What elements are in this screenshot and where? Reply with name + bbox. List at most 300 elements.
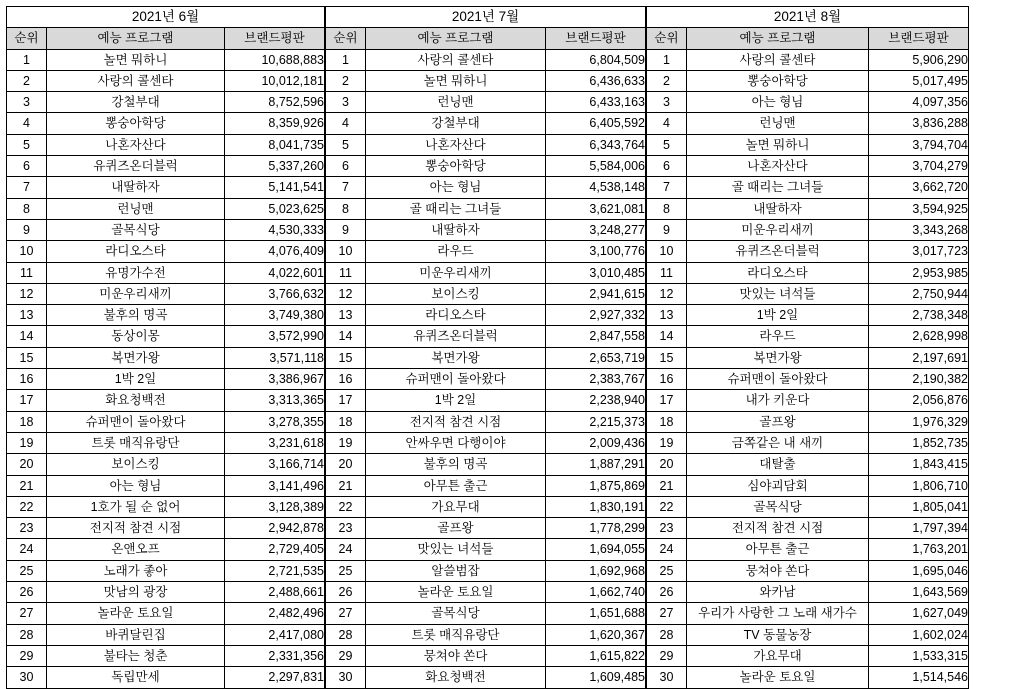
table-row xyxy=(7,92,325,113)
program-cell: 내가 키운다 xyxy=(687,390,869,411)
table-row xyxy=(326,432,646,453)
rank-cell: 6 xyxy=(326,156,366,177)
program-cell: 골 때리는 그녀들 xyxy=(687,177,869,198)
rank-cell: 18 xyxy=(647,411,687,432)
rank-cell: 25 xyxy=(647,560,687,581)
rank-cell: 20 xyxy=(7,454,47,475)
rank-cell: 9 xyxy=(7,219,47,240)
value-cell: 2,383,767 xyxy=(546,369,646,390)
table-row xyxy=(326,518,646,539)
table-row xyxy=(647,667,969,688)
rank-cell: 4 xyxy=(326,113,366,134)
table-row xyxy=(326,369,646,390)
rank-cell: 8 xyxy=(647,198,687,219)
table-row xyxy=(7,411,325,432)
program-cell: 맛있는 녀석들 xyxy=(687,283,869,304)
table-row xyxy=(647,241,969,262)
table-row xyxy=(647,113,969,134)
rank-cell: 7 xyxy=(326,177,366,198)
value-cell: 3,343,268 xyxy=(869,219,969,240)
table-row xyxy=(647,134,969,155)
rank-cell: 12 xyxy=(326,283,366,304)
table-row xyxy=(7,113,325,134)
value-cell: 1,806,710 xyxy=(869,475,969,496)
value-cell: 2,197,691 xyxy=(869,347,969,368)
rank-cell: 18 xyxy=(7,411,47,432)
value-cell: 6,436,633 xyxy=(546,70,646,91)
value-cell: 2,953,985 xyxy=(869,262,969,283)
program-cell: 내딸하자 xyxy=(47,177,225,198)
value-cell: 3,836,288 xyxy=(869,113,969,134)
header-rank: 순위 xyxy=(7,28,47,49)
program-cell: TV 동물농장 xyxy=(687,624,869,645)
program-cell: 아무튼 출근 xyxy=(687,539,869,560)
program-cell: 놀라운 토요일 xyxy=(366,582,546,603)
program-cell: 복면가왕 xyxy=(47,347,225,368)
value-cell: 1,875,869 xyxy=(546,475,646,496)
rank-cell: 19 xyxy=(7,432,47,453)
rank-cell: 8 xyxy=(326,198,366,219)
rank-cell: 29 xyxy=(647,645,687,666)
program-cell: 유퀴즈온더블럭 xyxy=(687,241,869,262)
value-cell: 3,128,389 xyxy=(225,496,325,517)
program-cell: 골목식당 xyxy=(47,219,225,240)
table-row xyxy=(326,411,646,432)
program-cell: 아는 형님 xyxy=(47,475,225,496)
rank-cell: 10 xyxy=(647,241,687,262)
rank-cell: 19 xyxy=(326,432,366,453)
month-title-row xyxy=(326,7,646,28)
table-row xyxy=(647,92,969,113)
value-cell: 5,017,495 xyxy=(869,70,969,91)
table-row xyxy=(7,624,325,645)
month-title: 2021년 8월 xyxy=(647,7,969,28)
program-cell: 알쓸범잡 xyxy=(366,560,546,581)
table-row xyxy=(7,283,325,304)
header-brand-reputation: 브랜드평판 xyxy=(869,28,969,49)
program-cell: 안싸우면 다행이야 xyxy=(366,432,546,453)
program-cell: 독립만세 xyxy=(47,667,225,688)
value-cell: 4,538,148 xyxy=(546,177,646,198)
table-row xyxy=(7,305,325,326)
value-cell: 1,797,394 xyxy=(869,518,969,539)
rank-cell: 12 xyxy=(647,283,687,304)
value-cell: 1,778,299 xyxy=(546,518,646,539)
value-cell: 3,594,925 xyxy=(869,198,969,219)
value-cell: 5,023,625 xyxy=(225,198,325,219)
rank-cell: 21 xyxy=(647,475,687,496)
value-cell: 1,843,415 xyxy=(869,454,969,475)
header-program: 예능 프로그램 xyxy=(47,28,225,49)
value-cell: 5,141,541 xyxy=(225,177,325,198)
value-cell: 4,097,356 xyxy=(869,92,969,113)
table-row xyxy=(647,198,969,219)
value-cell: 2,331,356 xyxy=(225,645,325,666)
program-cell: 온앤오프 xyxy=(47,539,225,560)
table-row xyxy=(647,560,969,581)
rank-cell: 11 xyxy=(326,262,366,283)
value-cell: 3,100,776 xyxy=(546,241,646,262)
rank-cell: 30 xyxy=(326,667,366,688)
rank-cell: 5 xyxy=(7,134,47,155)
value-cell: 1,830,191 xyxy=(546,496,646,517)
table-row xyxy=(7,198,325,219)
value-cell: 6,343,764 xyxy=(546,134,646,155)
table-row xyxy=(326,454,646,475)
table-row xyxy=(7,432,325,453)
program-cell: 런닝맨 xyxy=(687,113,869,134)
rank-cell: 4 xyxy=(647,113,687,134)
rank-cell: 28 xyxy=(7,624,47,645)
table-row xyxy=(647,475,969,496)
table-row xyxy=(7,347,325,368)
program-cell: 노래가 좋아 xyxy=(47,560,225,581)
rank-cell: 20 xyxy=(647,454,687,475)
value-cell: 5,906,290 xyxy=(869,49,969,70)
program-cell: 골목식당 xyxy=(687,496,869,517)
program-cell: 나혼자산다 xyxy=(687,156,869,177)
table-row xyxy=(7,134,325,155)
rank-cell: 15 xyxy=(7,347,47,368)
value-cell: 2,215,373 xyxy=(546,411,646,432)
table-row xyxy=(647,411,969,432)
table-row xyxy=(7,475,325,496)
rank-cell: 23 xyxy=(7,518,47,539)
program-cell: 1박 2일 xyxy=(47,369,225,390)
rank-cell: 6 xyxy=(7,156,47,177)
rank-cell: 8 xyxy=(7,198,47,219)
value-cell: 6,405,592 xyxy=(546,113,646,134)
program-cell: 보이스킹 xyxy=(366,283,546,304)
rank-cell: 5 xyxy=(647,134,687,155)
ranking-table-july xyxy=(325,6,646,689)
program-cell: 1박 2일 xyxy=(366,390,546,411)
rank-cell: 13 xyxy=(647,305,687,326)
header-brand-reputation: 브랜드평판 xyxy=(546,28,646,49)
program-cell: 런닝맨 xyxy=(366,92,546,113)
rank-cell: 14 xyxy=(7,326,47,347)
column-header-row xyxy=(647,28,969,49)
value-cell: 2,488,661 xyxy=(225,582,325,603)
rank-cell: 13 xyxy=(326,305,366,326)
value-cell: 1,651,688 xyxy=(546,603,646,624)
table-row xyxy=(326,283,646,304)
table-row xyxy=(647,305,969,326)
table-row xyxy=(647,347,969,368)
column-header-row xyxy=(7,28,325,49)
rank-cell: 1 xyxy=(326,49,366,70)
rank-cell: 7 xyxy=(7,177,47,198)
program-cell: 골 때리는 그녀들 xyxy=(366,198,546,219)
rank-cell: 22 xyxy=(7,496,47,517)
program-cell: 내딸하자 xyxy=(687,198,869,219)
table-row xyxy=(326,177,646,198)
rank-cell: 18 xyxy=(326,411,366,432)
table-row xyxy=(647,539,969,560)
table-row xyxy=(7,177,325,198)
program-cell: 1호가 될 순 없어 xyxy=(47,496,225,517)
program-cell: 금쪽같은 내 새끼 xyxy=(687,432,869,453)
program-cell: 놀라운 토요일 xyxy=(47,603,225,624)
program-cell: 불후의 명곡 xyxy=(366,454,546,475)
program-cell: 골프왕 xyxy=(687,411,869,432)
value-cell: 2,941,615 xyxy=(546,283,646,304)
table-row xyxy=(326,390,646,411)
rank-cell: 30 xyxy=(647,667,687,688)
table-row xyxy=(647,454,969,475)
table-row xyxy=(647,283,969,304)
rank-cell: 3 xyxy=(647,92,687,113)
program-cell: 사랑의 콜센타 xyxy=(687,49,869,70)
rank-cell: 28 xyxy=(647,624,687,645)
rank-cell: 27 xyxy=(7,603,47,624)
rank-cell: 20 xyxy=(326,454,366,475)
program-cell: 맛남의 광장 xyxy=(47,582,225,603)
value-cell: 3,017,723 xyxy=(869,241,969,262)
column-header-row xyxy=(326,28,646,49)
rank-cell: 10 xyxy=(326,241,366,262)
program-cell: 라우드 xyxy=(366,241,546,262)
value-cell: 1,852,735 xyxy=(869,432,969,453)
program-cell: 아는 형님 xyxy=(366,177,546,198)
rank-cell: 26 xyxy=(647,582,687,603)
rank-cell: 19 xyxy=(647,432,687,453)
table-row xyxy=(326,624,646,645)
rank-cell: 16 xyxy=(326,369,366,390)
rank-cell: 15 xyxy=(326,347,366,368)
table-row xyxy=(7,219,325,240)
program-cell: 뽕숭아학당 xyxy=(47,113,225,134)
value-cell: 2,750,944 xyxy=(869,283,969,304)
rank-cell: 5 xyxy=(326,134,366,155)
program-cell: 와카남 xyxy=(687,582,869,603)
value-cell: 2,738,348 xyxy=(869,305,969,326)
value-cell: 2,056,876 xyxy=(869,390,969,411)
program-cell: 미운우리새끼 xyxy=(687,219,869,240)
value-cell: 4,076,409 xyxy=(225,241,325,262)
value-cell: 2,009,436 xyxy=(546,432,646,453)
value-cell: 3,166,714 xyxy=(225,454,325,475)
program-cell: 미운우리새끼 xyxy=(47,283,225,304)
table-row xyxy=(647,518,969,539)
table-row xyxy=(326,475,646,496)
header-program: 예능 프로그램 xyxy=(687,28,869,49)
program-cell: 사랑의 콜센타 xyxy=(366,49,546,70)
program-cell: 대탈출 xyxy=(687,454,869,475)
rank-cell: 13 xyxy=(7,305,47,326)
program-cell: 라디오스타 xyxy=(687,262,869,283)
rank-cell: 22 xyxy=(326,496,366,517)
table-row xyxy=(326,496,646,517)
month-title: 2021년 7월 xyxy=(326,7,646,28)
value-cell: 1,533,315 xyxy=(869,645,969,666)
table-row xyxy=(326,49,646,70)
table-row xyxy=(326,156,646,177)
month-title-row xyxy=(7,7,325,28)
table-row xyxy=(647,70,969,91)
value-cell: 1,662,740 xyxy=(546,582,646,603)
value-cell: 8,359,926 xyxy=(225,113,325,134)
rank-cell: 9 xyxy=(326,219,366,240)
program-cell: 아는 형님 xyxy=(687,92,869,113)
ranking-table-august xyxy=(646,6,969,689)
program-cell: 나혼자산다 xyxy=(366,134,546,155)
value-cell: 1,694,055 xyxy=(546,539,646,560)
table-row xyxy=(7,241,325,262)
program-cell: 유명가수전 xyxy=(47,262,225,283)
value-cell: 2,729,405 xyxy=(225,539,325,560)
program-cell: 놀라운 토요일 xyxy=(687,667,869,688)
program-cell: 라우드 xyxy=(687,326,869,347)
program-cell: 유퀴즈온더블럭 xyxy=(47,156,225,177)
program-cell: 슈퍼맨이 돌아왔다 xyxy=(687,369,869,390)
rank-cell: 17 xyxy=(647,390,687,411)
rank-cell: 7 xyxy=(647,177,687,198)
value-cell: 10,688,883 xyxy=(225,49,325,70)
table-row xyxy=(7,582,325,603)
rank-cell: 26 xyxy=(7,582,47,603)
table-row xyxy=(326,560,646,581)
value-cell: 4,022,601 xyxy=(225,262,325,283)
month-title: 2021년 6월 xyxy=(7,7,325,28)
rank-cell: 16 xyxy=(647,369,687,390)
value-cell: 5,584,006 xyxy=(546,156,646,177)
value-cell: 2,190,382 xyxy=(869,369,969,390)
rank-cell: 4 xyxy=(7,113,47,134)
value-cell: 2,297,831 xyxy=(225,667,325,688)
rank-cell: 2 xyxy=(647,70,687,91)
value-cell: 2,238,940 xyxy=(546,390,646,411)
rank-cell: 24 xyxy=(326,539,366,560)
table-row xyxy=(7,560,325,581)
table-row xyxy=(326,241,646,262)
value-cell: 8,752,596 xyxy=(225,92,325,113)
value-cell: 3,621,081 xyxy=(546,198,646,219)
table-row xyxy=(7,667,325,688)
header-rank: 순위 xyxy=(326,28,366,49)
program-cell: 놀면 뭐하니 xyxy=(366,70,546,91)
table-row xyxy=(7,326,325,347)
rank-cell: 15 xyxy=(647,347,687,368)
value-cell: 3,572,990 xyxy=(225,326,325,347)
rank-cell: 29 xyxy=(7,645,47,666)
rank-cell: 10 xyxy=(7,241,47,262)
program-cell: 트롯 매직유랑단 xyxy=(47,432,225,453)
table-row xyxy=(647,645,969,666)
value-cell: 2,628,998 xyxy=(869,326,969,347)
table-row xyxy=(7,518,325,539)
table-row xyxy=(7,603,325,624)
value-cell: 3,278,355 xyxy=(225,411,325,432)
rank-cell: 21 xyxy=(7,475,47,496)
table-row xyxy=(647,177,969,198)
program-cell: 불후의 명곡 xyxy=(47,305,225,326)
value-cell: 1,976,329 xyxy=(869,411,969,432)
rank-cell: 2 xyxy=(326,70,366,91)
program-cell: 우리가 사랑한 그 노래 새가수 xyxy=(687,603,869,624)
table-row xyxy=(326,582,646,603)
rank-cell: 27 xyxy=(326,603,366,624)
program-cell: 전지적 참견 시점 xyxy=(687,518,869,539)
table-row xyxy=(647,390,969,411)
rank-cell: 28 xyxy=(326,624,366,645)
table-row xyxy=(7,496,325,517)
value-cell: 3,313,365 xyxy=(225,390,325,411)
program-cell: 바퀴달린집 xyxy=(47,624,225,645)
table-row xyxy=(647,603,969,624)
table-row xyxy=(326,134,646,155)
table-row xyxy=(647,219,969,240)
value-cell: 1,514,546 xyxy=(869,667,969,688)
program-cell: 놀면 뭐하니 xyxy=(47,49,225,70)
program-cell: 가요무대 xyxy=(366,496,546,517)
program-cell: 나혼자산다 xyxy=(47,134,225,155)
value-cell: 6,433,163 xyxy=(546,92,646,113)
table-row xyxy=(326,262,646,283)
program-cell: 아무튼 출근 xyxy=(366,475,546,496)
program-cell: 보이스킹 xyxy=(47,454,225,475)
value-cell: 2,942,878 xyxy=(225,518,325,539)
program-cell: 전지적 참견 시점 xyxy=(47,518,225,539)
header-rank: 순위 xyxy=(647,28,687,49)
value-cell: 1,602,024 xyxy=(869,624,969,645)
table-row xyxy=(326,603,646,624)
program-cell: 트롯 매직유랑단 xyxy=(366,624,546,645)
rank-cell: 21 xyxy=(326,475,366,496)
value-cell: 2,482,496 xyxy=(225,603,325,624)
program-cell: 슈퍼맨이 돌아왔다 xyxy=(47,411,225,432)
value-cell: 3,571,118 xyxy=(225,347,325,368)
program-cell: 놀면 뭐하니 xyxy=(687,134,869,155)
value-cell: 4,530,333 xyxy=(225,219,325,240)
program-cell: 내딸하자 xyxy=(366,219,546,240)
table-row xyxy=(7,156,325,177)
table-row xyxy=(7,539,325,560)
table-row xyxy=(647,326,969,347)
program-cell: 불타는 청춘 xyxy=(47,645,225,666)
rank-cell: 1 xyxy=(647,49,687,70)
rank-cell: 1 xyxy=(7,49,47,70)
program-cell: 전지적 참견 시점 xyxy=(366,411,546,432)
month-title-row xyxy=(647,7,969,28)
program-cell: 복면가왕 xyxy=(366,347,546,368)
rank-cell: 3 xyxy=(326,92,366,113)
program-cell: 화요청백전 xyxy=(47,390,225,411)
table-row xyxy=(647,49,969,70)
rank-cell: 25 xyxy=(326,560,366,581)
program-cell: 강철부대 xyxy=(47,92,225,113)
rank-cell: 23 xyxy=(647,518,687,539)
value-cell: 3,794,704 xyxy=(869,134,969,155)
table-row xyxy=(647,582,969,603)
program-cell: 뭉쳐야 쏜다 xyxy=(687,560,869,581)
table-row xyxy=(7,70,325,91)
value-cell: 3,231,618 xyxy=(225,432,325,453)
program-cell: 미운우리새끼 xyxy=(366,262,546,283)
table-row xyxy=(326,92,646,113)
value-cell: 1,627,049 xyxy=(869,603,969,624)
header-brand-reputation: 브랜드평판 xyxy=(225,28,325,49)
value-cell: 3,386,967 xyxy=(225,369,325,390)
value-cell: 1,643,569 xyxy=(869,582,969,603)
value-cell: 8,041,735 xyxy=(225,134,325,155)
table-row xyxy=(326,113,646,134)
table-row xyxy=(647,369,969,390)
value-cell: 1,805,041 xyxy=(869,496,969,517)
value-cell: 3,749,380 xyxy=(225,305,325,326)
value-cell: 2,927,332 xyxy=(546,305,646,326)
program-cell: 맛있는 녀석들 xyxy=(366,539,546,560)
